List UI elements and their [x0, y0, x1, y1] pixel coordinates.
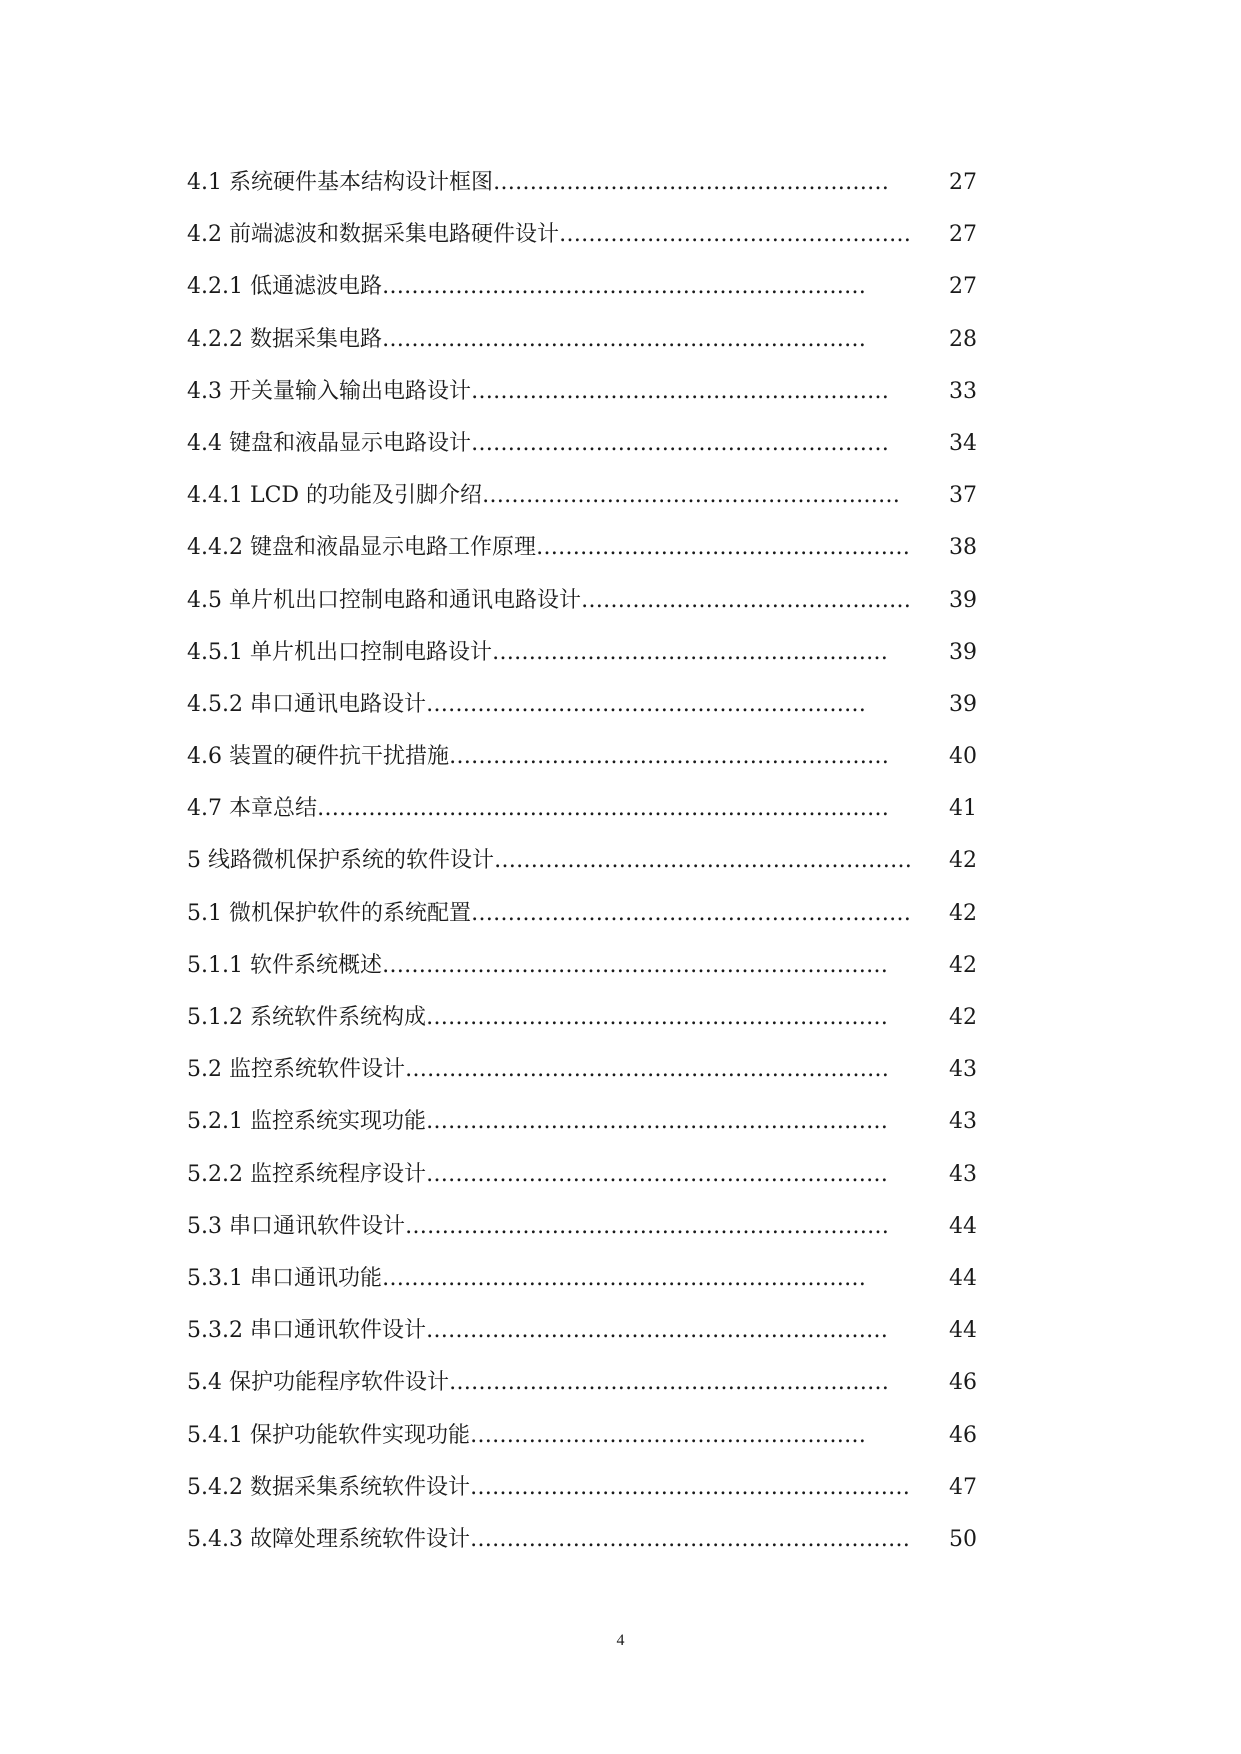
toc-leader-dots: ………………………………………………………: [425, 1318, 888, 1344]
toc-leader-dots: ……………………………………………………: [448, 1370, 889, 1396]
page-number: 4: [616, 1632, 625, 1649]
table-of-contents: [187, 163, 1007, 1572]
toc-entry[interactable]: [187, 528, 1007, 580]
toc-entry[interactable]: [187, 215, 1007, 267]
toc-leader-dots: ……………………………………………………………………: [316, 796, 889, 822]
toc-entry-page: 39: [948, 691, 977, 717]
toc-entry[interactable]: [187, 789, 1007, 841]
toc-entry-page: 27: [948, 274, 977, 300]
toc-leader-dots: ……………………………………………………: [425, 691, 866, 717]
toc-entry-page: 34: [948, 430, 977, 456]
toc-entry[interactable]: [187, 320, 1007, 372]
toc-entry-page: 40: [948, 744, 977, 770]
toc-entry-title: 5.2.1 监控系统实现功能: [187, 1109, 426, 1135]
toc-entry-title: 5 线路微机保护系统的软件设计: [187, 848, 494, 874]
toc-entry-page: 42: [948, 952, 977, 978]
toc-entry-page: 44: [948, 1265, 977, 1291]
toc-leader-dots: …………………………………………………………: [381, 274, 866, 300]
toc-entry-page: 37: [949, 483, 978, 509]
toc-entry-title: 4.4.1 LCD 的功能及引脚介绍: [187, 483, 483, 509]
toc-entry[interactable]: [187, 1207, 1007, 1259]
toc-leader-dots: ……………………………………………………: [469, 1526, 910, 1552]
toc-entry-title: 4.5.2 串口通讯电路设计: [187, 691, 426, 717]
toc-entry-title: 4.2.1 低通滤波电路: [187, 274, 382, 300]
toc-entry-page: 43: [948, 1057, 977, 1083]
toc-entry[interactable]: [187, 633, 1007, 685]
toc-entry-page: 46: [948, 1422, 977, 1448]
toc-entry-title: 4.6 装置的硬件抗干扰措施: [187, 744, 449, 770]
toc-entry-page: 46: [948, 1370, 977, 1396]
toc-entry-page: 27: [948, 170, 977, 195]
toc-entry-page: 38: [948, 535, 977, 561]
toc-entry-page: 39: [948, 587, 977, 613]
toc-entry-title: 5.3.1 串口通讯功能: [187, 1265, 382, 1291]
toc-leader-dots: ………………………………………………: [469, 1422, 866, 1448]
toc-entry-title: 4.2.2 数据采集电路: [187, 326, 382, 352]
toc-leader-dots: ……………………………………………………………: [381, 952, 888, 978]
toc-entry[interactable]: [187, 476, 1007, 528]
toc-entry-page: 42: [948, 900, 977, 926]
toc-entry-title: 5.3.2 串口通讯软件设计: [187, 1318, 426, 1344]
toc-leader-dots: …………………………………………………: [482, 483, 901, 509]
toc-entry[interactable]: [187, 424, 1007, 476]
toc-entry[interactable]: [187, 1468, 1007, 1520]
toc-entry-title: 4.1 系统硬件基本结构设计框图: [187, 170, 493, 195]
toc-entry-title: 5.4 保护功能程序软件设计: [187, 1370, 449, 1396]
toc-entry[interactable]: [187, 1311, 1007, 1363]
toc-entry-page: 43: [948, 1161, 977, 1187]
toc-leader-dots: …………………………………………………: [494, 848, 912, 874]
toc-entry-page: 50: [948, 1526, 977, 1552]
toc-leader-dots: …………………………………………………: [470, 378, 889, 404]
toc-entry[interactable]: [187, 1259, 1007, 1311]
toc-leader-dots: ………………………………………: [580, 587, 911, 613]
toc-leader-dots: ……………………………………………………: [469, 1474, 910, 1500]
toc-entry-page: 39: [948, 639, 977, 665]
toc-leader-dots: ………………………………………………………: [425, 1005, 888, 1030]
toc-entry[interactable]: [187, 1155, 1007, 1207]
toc-entry-title: 5.4.1 保护功能软件实现功能: [187, 1422, 470, 1448]
toc-entry-title: 4.5 单片机出口控制电路和通讯电路设计: [187, 587, 581, 613]
toc-entry-page: 43: [948, 1109, 977, 1135]
toc-entry[interactable]: [187, 581, 1007, 633]
toc-leader-dots: ……………………………………………………: [448, 744, 889, 770]
toc-entry-title: 5.4.3 故障处理系统软件设计: [187, 1526, 470, 1552]
toc-entry[interactable]: [187, 1050, 1007, 1102]
toc-entry-page: 28: [948, 326, 977, 352]
toc-entry[interactable]: [187, 1363, 1007, 1415]
toc-entry-page: 33: [948, 378, 977, 404]
toc-entry-page: 27: [948, 222, 977, 248]
toc-entry[interactable]: [187, 372, 1007, 424]
toc-leader-dots: ………………………………………………: [491, 639, 888, 665]
toc-entry[interactable]: [187, 894, 1007, 946]
toc-entry-title: 5.3 串口通讯软件设计: [187, 1213, 405, 1239]
toc-entry-title: 4.5.1 单片机出口控制电路设计: [187, 639, 492, 665]
toc-entry[interactable]: [187, 946, 1007, 998]
toc-entry-title: 5.1.2 系统软件系统构成: [187, 1005, 426, 1030]
toc-entry-page: 42: [949, 848, 977, 874]
toc-entry-title: 4.4 键盘和液晶显示电路设计: [187, 430, 471, 456]
toc-entry-page: 44: [948, 1213, 977, 1239]
toc-entry[interactable]: [187, 737, 1007, 789]
toc-leader-dots: …………………………………………………………: [381, 326, 866, 352]
toc-entry-title: 5.2 监控系统软件设计: [187, 1057, 405, 1083]
toc-entry[interactable]: [187, 1416, 1007, 1468]
toc-entry-page: 47: [948, 1474, 977, 1500]
toc-entry[interactable]: [187, 998, 1007, 1050]
toc-entry-title: 5.1 微机保护软件的系统配置: [187, 900, 471, 926]
toc-entry-title: 5.2.2 监控系统程序设计: [187, 1161, 426, 1187]
toc-entry-title: 4.3 开关量输入输出电路设计: [187, 378, 471, 404]
toc-entry[interactable]: [187, 1520, 1007, 1572]
toc-leader-dots: ……………………………………………………: [470, 900, 911, 926]
toc-leader-dots: ………………………………………………………: [425, 1109, 888, 1135]
toc-entry[interactable]: [187, 267, 1007, 319]
toc-leader-dots: …………………………………………: [558, 222, 911, 248]
toc-entry-title: 5.4.2 数据采集系统软件设计: [187, 1474, 470, 1500]
toc-leader-dots: …………………………………………………………: [404, 1213, 889, 1239]
toc-entry[interactable]: [187, 841, 1007, 893]
toc-entry[interactable]: [187, 1102, 1007, 1154]
toc-entry-page: 44: [948, 1318, 977, 1344]
toc-leader-dots: ……………………………………………: [535, 535, 910, 561]
toc-entry-title: 5.1.1 软件系统概述: [187, 952, 382, 978]
toc-entry[interactable]: [187, 163, 1007, 215]
toc-entry-page: 42: [948, 1005, 977, 1030]
toc-leader-dots: …………………………………………………………: [404, 1057, 889, 1083]
toc-entry[interactable]: [187, 685, 1007, 737]
toc-entry-page: 41: [948, 796, 977, 822]
toc-leader-dots: …………………………………………………: [470, 430, 889, 456]
toc-leader-dots: …………………………………………………………: [381, 1265, 866, 1291]
toc-entry-title: 4.2 前端滤波和数据采集电路硬件设计: [187, 222, 559, 248]
toc-entry-title: 4.4.2 键盘和液晶显示电路工作原理: [187, 535, 536, 561]
toc-leader-dots: ………………………………………………………: [425, 1161, 888, 1187]
toc-entry-title: 4.7 本章总结: [187, 796, 317, 822]
toc-leader-dots: ………………………………………………: [492, 170, 889, 195]
